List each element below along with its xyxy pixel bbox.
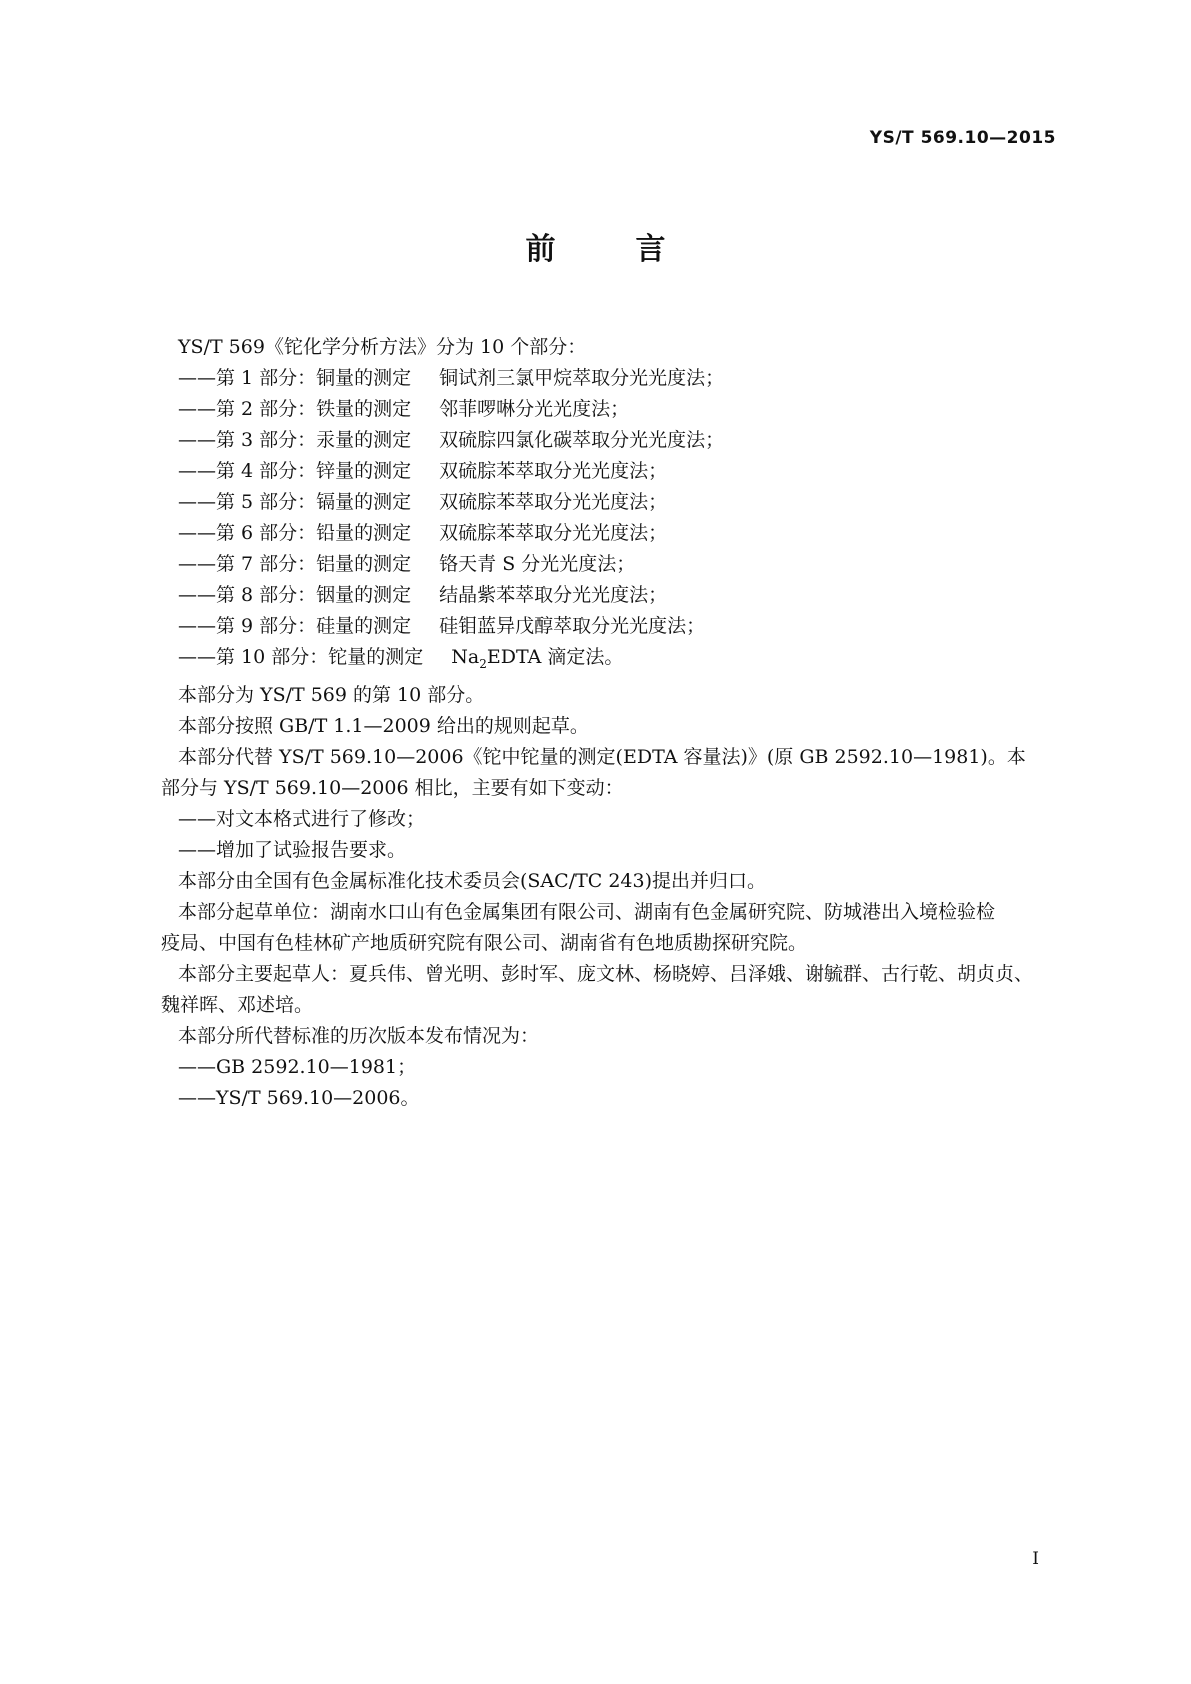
method-subscript: 2: [479, 656, 487, 671]
method-na: Na: [451, 646, 480, 668]
part-item: [178, 518, 1058, 549]
intro-line: YS/T 569《铊化学分析方法》分为 10 个部分：: [178, 336, 587, 358]
part-item: [178, 549, 1058, 580]
part-method: 双硫腙四氯化碳萃取分光光度法；: [439, 429, 725, 451]
part-method: 铬天青 S 分光光度法；: [439, 553, 636, 575]
part-prefix: ——第 3 部分：汞量的测定: [178, 429, 412, 451]
paragraph-drafters-cont: 魏祥晖、邓述培。: [161, 993, 314, 1016]
history-item: ——GB 2592.10—1981；: [178, 1055, 417, 1078]
part-method: [451, 646, 624, 671]
part-method: 硅钼蓝异戊醇萃取分光光度法；: [439, 615, 706, 637]
part-prefix: ——第 4 部分：锌量的测定: [178, 460, 412, 482]
part-item: [178, 425, 1058, 456]
part-item: [178, 642, 1058, 680]
history-item: ——YS/T 569.10—2006。: [178, 1086, 420, 1109]
part-item: [178, 580, 1058, 611]
paragraph-drafting-units-cont: 疫局、中国有色桂林矿产地质研究院有限公司、湖南省有色地质勘探研究院。: [161, 931, 808, 954]
change-item: ——对文本格式进行了修改；: [178, 807, 426, 830]
part-method: 结晶紫苯萃取分光光度法；: [439, 584, 668, 606]
part-method: 双硫腙苯萃取分光光度法；: [439, 491, 668, 513]
part-item: [178, 363, 1058, 394]
paragraph-drafting-rules: 本部分按照 GB/T 1.1—2009 给出的规则起草。: [178, 714, 589, 737]
standard-number: YS/T 569.10—2015: [869, 128, 1056, 148]
part-method: 邻菲啰啉分光光度法；: [439, 398, 630, 420]
method-rest: EDTA 滴定法。: [486, 646, 624, 668]
page-number: I: [1032, 1549, 1039, 1569]
part-prefix: ——第 7 部分：铝量的测定: [178, 553, 412, 575]
paragraph-replaces: 本部分代替 YS/T 569.10—2006《铊中铊量的测定(EDTA 容量法)》(原 GB 2592.10—1981)。本: [178, 745, 1026, 768]
part-method: 铜试剂三氯甲烷萃取分光光度法；: [439, 367, 725, 389]
title-char-1: 前: [525, 232, 556, 267]
part-prefix: ——第 9 部分：硅量的测定: [178, 615, 412, 637]
part-prefix: ——第 8 部分：铟量的测定: [178, 584, 412, 606]
part-prefix: ——第 10 部分：铊量的测定: [178, 646, 424, 668]
part-prefix: ——第 6 部分：铅量的测定: [178, 522, 412, 544]
part-method: 双硫腙苯萃取分光光度法；: [439, 522, 668, 544]
paragraph-drafting-units: 本部分起草单位：湖南水口山有色金属集团有限公司、湖南有色金属研究院、防城港出入境检验检: [178, 900, 996, 923]
part-prefix: ——第 2 部分：铁量的测定: [178, 398, 412, 420]
paragraph-scope: 本部分为 YS/T 569 的第 10 部分。: [178, 683, 485, 706]
change-item: ——增加了试验报告要求。: [178, 838, 407, 861]
foreword-body: [161, 332, 1058, 1114]
page-title: [0, 224, 1191, 268]
title-char-2: 言: [635, 232, 666, 267]
part-method: 双硫腙苯萃取分光光度法；: [439, 460, 668, 482]
paragraph-replaces-cont: 部分与 YS/T 569.10—2006 相比，主要有如下变动：: [161, 776, 624, 799]
paragraph-drafters: 本部分主要起草人：夏兵伟、曾光明、彭时军、庞文林、杨晓婷、吕泽娥、谢毓群、古行乾、胡贞贞、: [178, 962, 1034, 985]
part-prefix: ——第 5 部分：镉量的测定: [178, 491, 412, 513]
paragraph-proposer: 本部分由全国有色金属标准化技术委员会(SAC/TC 243)提出并归口。: [178, 869, 767, 892]
part-item: [178, 611, 1058, 642]
part-item: [178, 456, 1058, 487]
part-item: [178, 487, 1058, 518]
part-item: [178, 394, 1058, 425]
paragraph-history: 本部分所代替标准的历次版本发布情况为：: [178, 1024, 540, 1047]
part-prefix: ——第 1 部分：铜量的测定: [178, 367, 412, 389]
